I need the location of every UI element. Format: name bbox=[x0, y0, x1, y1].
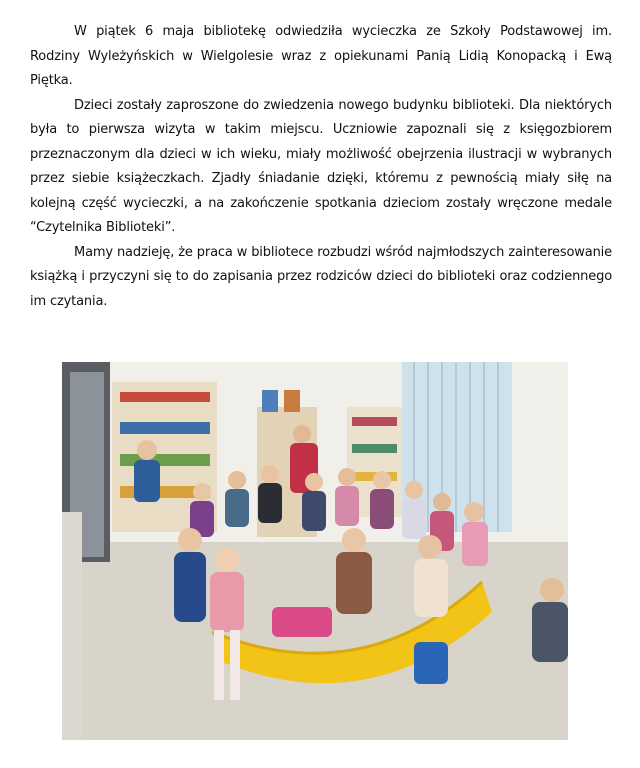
paragraph-activities: Dzieci zostały zaproszone do zwiedzenia nowego budynku biblioteki. Dla niektórych była to pierwsza wizyta w takim miejscu. Uczniowie zapoznali się z księgozbiorem przeznaczonym dla dzieci w ich wieku, miały możliwość obejrzenia ilustracji w wybranych przez siebie książeczkach. Zjadły śniadanie dzięki, któremu z pewnością miały siłę na kolejną część wycieczki, a na zakończenie spotkania dzieciom zostały wręczone medale “Czytelnika Biblioteki”. bbox=[30, 97, 612, 235]
books-row bbox=[120, 454, 210, 466]
display-book bbox=[284, 390, 300, 412]
books-row bbox=[352, 417, 397, 426]
pink-jacket bbox=[272, 607, 332, 637]
article-text bbox=[30, 20, 612, 314]
library-visit-photo bbox=[62, 362, 568, 740]
display-book bbox=[262, 390, 278, 412]
backpack bbox=[414, 642, 448, 684]
paragraph-hope: Mamy nadzieję, że praca w bibliotece rozbudzi wśród najmłodszych zainteresowanie książką i przyczyni się to do zapisania przez rodziców dzieci do biblioteki oraz codziennego im czytania. bbox=[30, 244, 612, 309]
books-row bbox=[120, 392, 210, 402]
photo-illustration bbox=[62, 362, 568, 740]
books-row bbox=[120, 422, 210, 434]
books-row bbox=[352, 444, 397, 453]
adult-left bbox=[62, 512, 82, 740]
floor bbox=[62, 542, 568, 740]
paragraph-visit: W piątek 6 maja bibliotekę odwiedziła wycieczka ze Szkoły Podstawowej im. Rodziny Wyleżyńskich w Wielgolesie wraz z opiekunami Panią Lidią Konopacką i Ewą Piętka. bbox=[30, 24, 612, 88]
